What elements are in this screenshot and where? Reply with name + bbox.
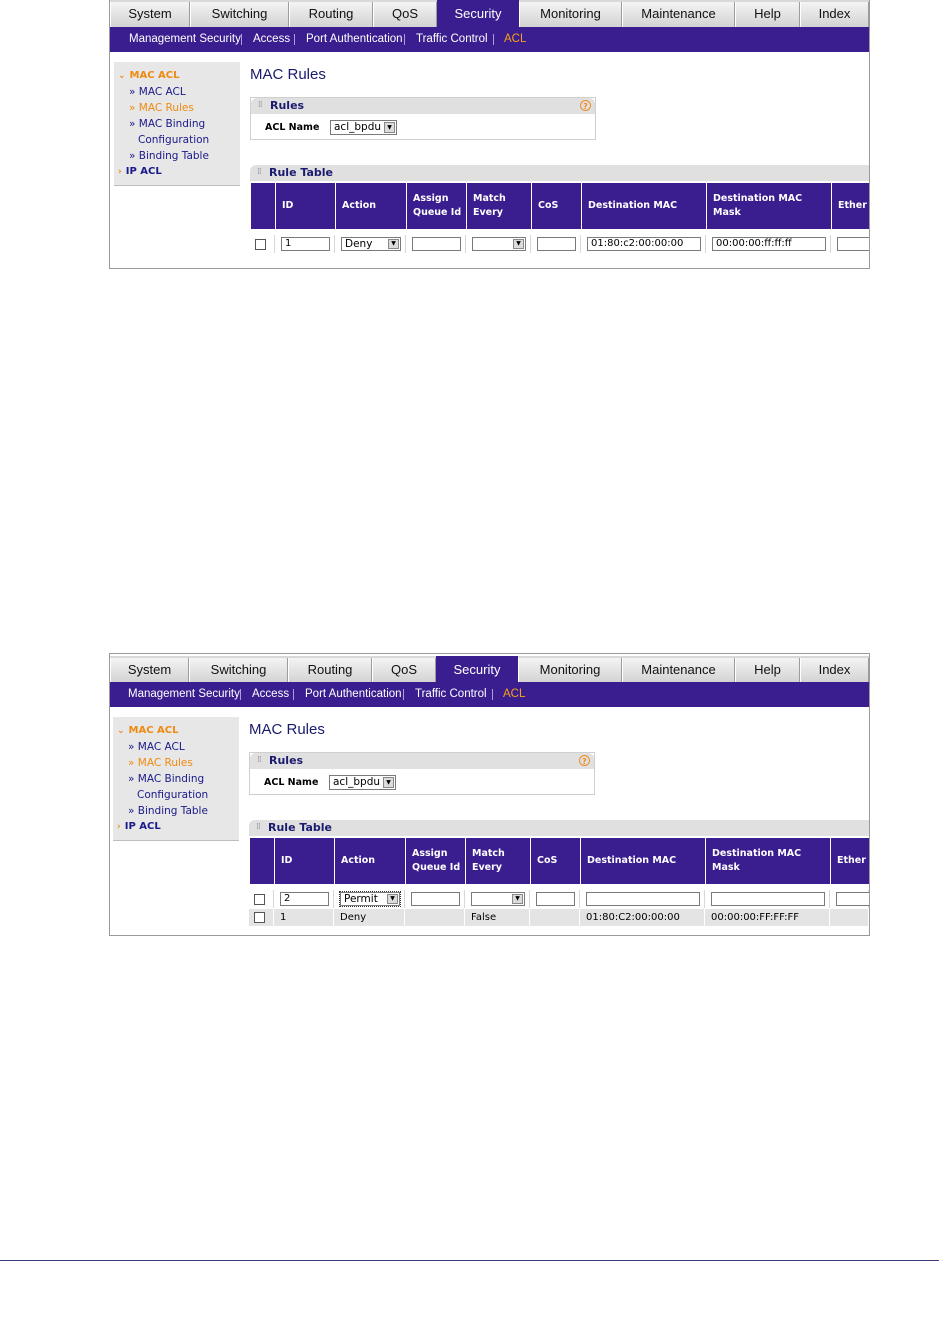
- rule-table-header: [249, 820, 869, 836]
- tab-security[interactable]: Security: [436, 656, 518, 683]
- rules-panel-title: Rules: [269, 754, 304, 767]
- id-input[interactable]: 1: [281, 237, 330, 251]
- sidebar-mac-acl[interactable]: [117, 725, 179, 736]
- action-select[interactable]: [340, 892, 400, 906]
- subnav-separator: [403, 689, 404, 700]
- id-cell: [275, 235, 335, 253]
- row-checkbox[interactable]: [255, 239, 266, 250]
- table-cell-destination-mac-mask: 00:00:00:FF:FF:FF: [705, 909, 830, 926]
- footer-rule: [0, 1260, 939, 1261]
- rules-panel-header: [250, 753, 594, 769]
- match-every-cell: [465, 890, 530, 908]
- match-every-select[interactable]: [472, 237, 526, 251]
- table-cell-id: 1: [274, 909, 334, 926]
- rule-table-title: Rule Table: [268, 821, 332, 834]
- rule-table: [250, 165, 870, 265]
- assign-queue-cell: [406, 235, 466, 253]
- col-assign-queue: Assign Queue Id: [406, 183, 466, 229]
- page-title: MAC Rules: [250, 66, 326, 83]
- subnav-management-security[interactable]: Management Security: [128, 688, 240, 700]
- destination-mac-mask-input[interactable]: 00:00:00:ff:ff:ff: [712, 237, 826, 251]
- tab-qos[interactable]: QoS: [373, 2, 437, 27]
- grip-icon: ⁞⁞: [256, 822, 260, 832]
- col-cos: CoS: [531, 183, 581, 229]
- cos-input[interactable]: [536, 892, 575, 906]
- sidebar-item-mac-acl[interactable]: » MAC ACL: [128, 741, 185, 753]
- sidebar-item-binding-table[interactable]: » Binding Table: [128, 805, 208, 817]
- grip-icon: ⁞⁞: [258, 100, 262, 110]
- tab-system[interactable]: System: [110, 2, 190, 27]
- rule-table-header: [250, 165, 870, 181]
- assign-queue-input[interactable]: [411, 892, 460, 906]
- cos-cell: [531, 235, 581, 253]
- table-cell-assign-queue: [405, 909, 465, 926]
- tab-help[interactable]: Help: [735, 2, 800, 27]
- subnav-separator: [404, 34, 405, 45]
- main-tabs: [110, 0, 869, 27]
- row-select-cell: [249, 890, 274, 908]
- sidebar-item-binding-table[interactable]: » Binding Table: [129, 150, 209, 162]
- col-match-every: Match Every: [466, 183, 531, 229]
- sidebar-item-mac-rules[interactable]: » MAC Rules: [128, 757, 193, 769]
- subnav-port-authentication[interactable]: Port Authentication: [306, 33, 403, 45]
- destination-mac-input[interactable]: [586, 892, 700, 906]
- rules-panel-header: [251, 98, 595, 114]
- tab-index[interactable]: Index: [800, 2, 869, 27]
- assign-queue-input[interactable]: [412, 237, 461, 251]
- tab-routing[interactable]: Routing: [288, 658, 372, 683]
- sidebar-item-configuration[interactable]: Configuration: [137, 789, 209, 801]
- rule-table-title: Rule Table: [269, 166, 333, 179]
- row-checkbox[interactable]: [254, 912, 265, 923]
- sidebar-item-mac-rules[interactable]: » MAC Rules: [129, 102, 194, 114]
- dropdown-arrow-icon: ▼: [387, 894, 398, 904]
- subnav-management-security[interactable]: Management Security: [129, 33, 241, 45]
- col-ether: Ether: [830, 838, 869, 884]
- subnav-acl[interactable]: ACL: [503, 688, 526, 700]
- sidebar-item-mac-acl[interactable]: » MAC ACL: [129, 86, 186, 98]
- match-every-cell: [466, 235, 531, 253]
- subnav-separator: [294, 34, 295, 45]
- acl-name-label: ACL Name: [265, 122, 320, 133]
- help-icon[interactable]: ?: [580, 100, 591, 111]
- ether-cell: [830, 890, 869, 908]
- sidebar-mac-acl-label: MAC ACL: [128, 725, 179, 736]
- tab-system[interactable]: System: [110, 658, 189, 683]
- sidebar-ip-acl-label: IP ACL: [125, 166, 162, 177]
- tab-monitoring[interactable]: Monitoring: [518, 658, 622, 683]
- table-cell-action: Deny: [334, 909, 405, 926]
- destination-mac-input[interactable]: 01:80:c2:00:00:00: [587, 237, 701, 251]
- sub-navigation: [110, 682, 869, 707]
- col-destination-mac: Destination MAC: [580, 838, 705, 884]
- cos-cell: [530, 890, 580, 908]
- sidebar-item-mac-binding[interactable]: » MAC Binding: [129, 118, 206, 130]
- destination-mac-cell: [580, 890, 705, 908]
- table-cell-destination-mac: 01:80:C2:00:00:00: [580, 909, 705, 926]
- dropdown-arrow-icon: ▼: [383, 777, 394, 788]
- subnav-access[interactable]: Access: [252, 688, 290, 700]
- subnav-traffic-control[interactable]: Traffic Control: [415, 688, 487, 700]
- subnav-separator: [493, 34, 494, 45]
- subnav-acl[interactable]: ACL: [504, 33, 527, 45]
- col-match-every: Match Every: [465, 838, 530, 884]
- screenshot-2: [109, 653, 870, 936]
- action-value: Deny: [345, 238, 373, 250]
- col-id: ID: [275, 183, 335, 229]
- ether-cell: [831, 235, 870, 253]
- rule-table: [249, 820, 869, 932]
- tab-index[interactable]: Index: [800, 658, 869, 683]
- col-destination-mac: Destination MAC: [581, 183, 706, 229]
- col-destination-mac-mask: Destination MAC Mask: [705, 838, 830, 884]
- id-cell: [274, 890, 334, 908]
- tab-help[interactable]: Help: [735, 658, 800, 683]
- action-value: Permit: [344, 893, 378, 905]
- chevron-down-icon: ⌄: [117, 726, 125, 736]
- action-select[interactable]: [341, 237, 401, 251]
- chevron-right-icon: ›: [117, 822, 121, 832]
- table-row-select: [249, 909, 274, 926]
- sidebar: [114, 62, 240, 186]
- dropdown-arrow-icon: ▼: [384, 122, 395, 133]
- tab-security[interactable]: Security: [437, 0, 519, 27]
- table-cell-match-every: False: [465, 909, 530, 926]
- tab-maintenance[interactable]: Maintenance: [622, 658, 735, 683]
- sidebar: [113, 717, 239, 841]
- sidebar-ip-acl-label: IP ACL: [124, 821, 161, 832]
- col-action: Action: [335, 183, 406, 229]
- col-action: Action: [334, 838, 405, 884]
- sidebar-ip-acl[interactable]: [117, 821, 161, 832]
- col-id: ID: [274, 838, 334, 884]
- rules-panel-title: Rules: [270, 99, 305, 112]
- row-checkbox[interactable]: [254, 894, 265, 905]
- grip-icon: ⁞⁞: [257, 755, 261, 765]
- acl-name-label: ACL Name: [264, 777, 319, 788]
- col-destination-mac-mask: Destination MAC Mask: [706, 183, 831, 229]
- subnav-traffic-control[interactable]: Traffic Control: [416, 33, 488, 45]
- destination-mac-mask-cell: [705, 890, 830, 908]
- grip-icon: ⁞⁞: [257, 167, 261, 177]
- tab-maintenance[interactable]: Maintenance: [622, 2, 735, 27]
- tab-switching[interactable]: Switching: [190, 2, 289, 27]
- acl-name-select[interactable]: [330, 120, 397, 135]
- sidebar-item-configuration[interactable]: Configuration: [138, 134, 210, 146]
- dropdown-arrow-icon: ▼: [513, 239, 524, 249]
- acl-name-value: acl_bpdu: [334, 121, 382, 133]
- subnav-separator: [241, 34, 242, 45]
- dropdown-arrow-icon: ▼: [388, 239, 399, 249]
- match-every-select[interactable]: [471, 892, 525, 906]
- action-cell: [334, 890, 405, 908]
- subnav-separator: [293, 689, 294, 700]
- rules-panel: [249, 752, 595, 795]
- table-cell-ether: [830, 909, 869, 926]
- tab-switching[interactable]: Switching: [189, 658, 288, 683]
- page-title: MAC Rules: [249, 721, 325, 738]
- col-cos: CoS: [530, 838, 580, 884]
- action-cell: [335, 235, 406, 253]
- subnav-access[interactable]: Access: [253, 33, 291, 45]
- ether-input[interactable]: [837, 237, 870, 251]
- subnav-separator: [240, 689, 241, 700]
- destination-mac-cell: [581, 235, 706, 253]
- table-cell-cos: [530, 909, 580, 926]
- main-tabs: [110, 656, 869, 682]
- sidebar-item-mac-binding[interactable]: » MAC Binding: [128, 773, 205, 785]
- acl-name-value: acl_bpdu: [333, 776, 381, 788]
- acl-name-select[interactable]: [329, 775, 396, 790]
- sidebar-ip-acl[interactable]: [118, 166, 162, 177]
- cos-input[interactable]: [537, 237, 576, 251]
- row-select-cell: [250, 235, 275, 253]
- id-input[interactable]: 2: [280, 892, 329, 906]
- help-icon[interactable]: ?: [579, 755, 590, 766]
- destination-mac-mask-input[interactable]: [711, 892, 825, 906]
- sidebar-mac-acl-label: MAC ACL: [129, 70, 180, 81]
- ether-input[interactable]: [836, 892, 870, 906]
- sub-navigation: [110, 27, 869, 52]
- tab-routing[interactable]: Routing: [289, 2, 373, 27]
- assign-queue-cell: [405, 890, 465, 908]
- col-assign-queue: Assign Queue Id: [405, 838, 465, 884]
- tab-qos[interactable]: QoS: [372, 658, 436, 683]
- chevron-down-icon: ⌄: [118, 71, 126, 81]
- subnav-separator: [492, 689, 493, 700]
- sidebar-mac-acl[interactable]: [118, 70, 180, 81]
- col-ether: Ether: [831, 183, 870, 229]
- dropdown-arrow-icon: ▼: [512, 894, 523, 904]
- subnav-port-authentication[interactable]: Port Authentication: [305, 688, 402, 700]
- col-select: [250, 183, 275, 229]
- rules-panel: [250, 97, 596, 140]
- chevron-right-icon: ›: [118, 167, 122, 177]
- screenshot-1: [109, 0, 870, 269]
- destination-mac-mask-cell: [706, 235, 831, 253]
- col-select: [249, 838, 274, 884]
- tab-monitoring[interactable]: Monitoring: [519, 2, 622, 27]
